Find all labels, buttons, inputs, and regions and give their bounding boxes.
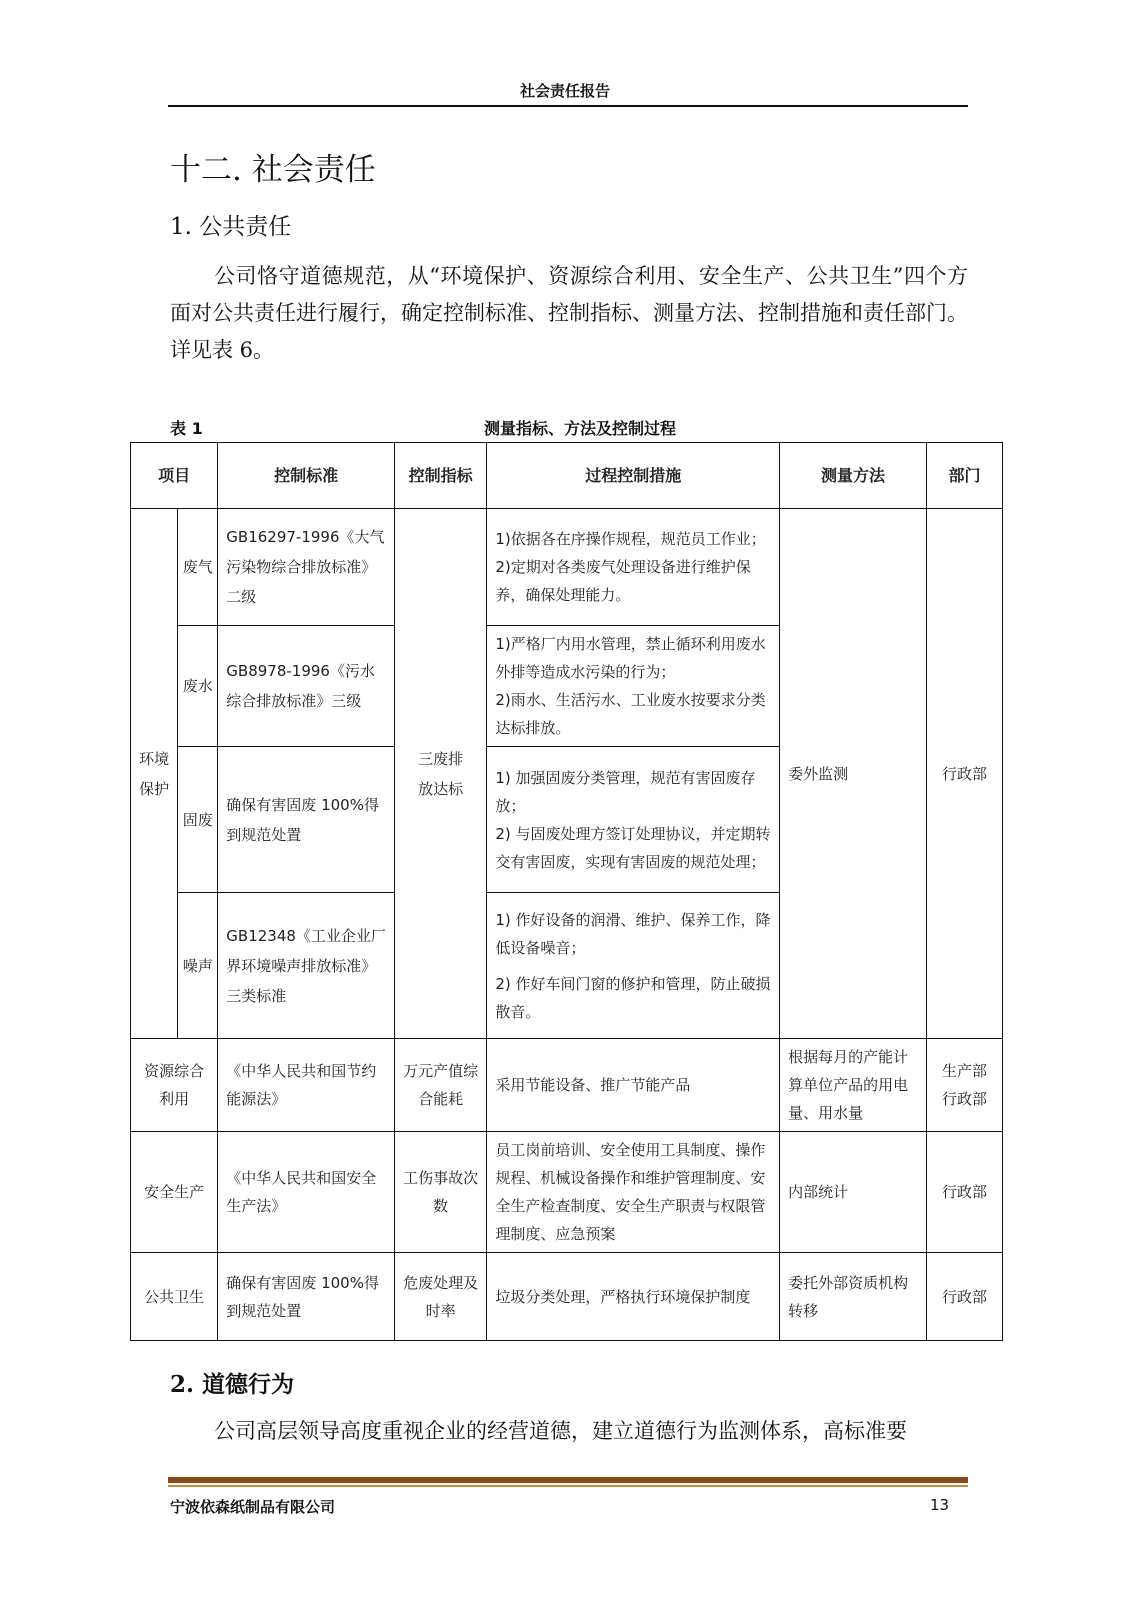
department-cell: 行政部 [926, 1253, 1002, 1341]
footer-company-name: 宁波依森纸制品有限公司 [170, 1498, 336, 1516]
table-header-row [131, 443, 1003, 509]
standard-cell: GB12348《工业企业厂界环境噪声排放标准》三类标准 [218, 893, 395, 1039]
env-category-cell: 环境保护 [131, 509, 178, 1039]
standard-cell: 《中华人民共和国安全生产法》 [218, 1132, 395, 1253]
standard-cell: 确保有害固废 100%得到规范处置 [218, 1253, 395, 1341]
method-cell: 根据每月的产能计算单位产品的用电量、用水量 [780, 1039, 927, 1132]
table-row [131, 1132, 1003, 1253]
table-row [131, 1253, 1003, 1341]
env-method-cell: 委外监测 [780, 509, 927, 1039]
measure-line: 1)严格厂内用水管理，禁止循环利用废水外排等造成水污染的行为； [495, 635, 766, 681]
department-cell: 行政部 [926, 1132, 1002, 1253]
indicator-cell: 万元产值综合能耗 [394, 1039, 486, 1132]
header-cell-department: 部门 [926, 443, 1002, 509]
header-cell-method: 测量方法 [780, 443, 927, 509]
table-row [131, 1039, 1003, 1132]
item-cell: 公共卫生 [131, 1253, 218, 1341]
measure-line: 1)依据各在序操作规程，规范员工作业； [495, 530, 766, 548]
item-cell: 资源综合利用 [131, 1039, 218, 1132]
measures-cell: 垃圾分类处理，严格执行环境保护制度 [487, 1253, 780, 1341]
measure-line: 2)定期对各类废气处理设备进行维护保养，确保处理能力。 [495, 558, 751, 604]
measure-line: 1) 加强固废分类管理，规范有害固废存放； [495, 768, 756, 815]
measures-cell [487, 893, 780, 1039]
standard-cell: 确保有害固废 100%得到规范处置 [218, 747, 395, 893]
indicator-cell: 工伤事故次数 [394, 1132, 486, 1253]
standard-cell: 《中华人民共和国节约能源法》 [218, 1039, 395, 1132]
method-cell: 内部统计 [780, 1132, 927, 1253]
measures-cell: 采用节能设备、推广节能产品 [487, 1039, 780, 1132]
measure-line: 2) 与固废处理方签订处理协议，并定期转交有害固废，实现有害固废的规范处理； [495, 824, 771, 871]
header-cell-measures: 过程控制措施 [487, 443, 780, 509]
header-rule [168, 105, 968, 107]
report-header-title: 社会责任报告 [519, 82, 610, 100]
measures-cell [487, 509, 780, 626]
measures-cell [487, 626, 780, 747]
method-cell: 委托外部资质机构转移 [780, 1253, 927, 1341]
footer-rule-thick [168, 1477, 968, 1483]
measures-cell [487, 747, 780, 893]
indicator-cell: 危废处理及时率 [394, 1253, 486, 1341]
standard-cell: GB16297-1996《大气污染物综合排放标准》二级 [218, 509, 395, 626]
env-subcategory-cell: 噪声 [178, 893, 218, 1039]
subsection-heading-public-responsibility: 1. 公共责任 [170, 214, 292, 240]
paragraph-ethics: 公司高层领导高度重视企业的经营道德，建立道德行为监测体系，高标准要 [214, 1419, 907, 1443]
footer-rule-thin [168, 1485, 968, 1487]
department-cell: 生产部行政部 [926, 1039, 1002, 1132]
standard-cell: GB8978-1996《污水综合排放标准》三级 [218, 626, 395, 747]
header-cell-standard: 控制标准 [218, 443, 395, 509]
item-cell: 安全生产 [131, 1132, 218, 1253]
header-cell-indicator: 控制指标 [394, 443, 486, 509]
header-cell-item: 项目 [131, 443, 218, 509]
table-caption: 测量指标、方法及控制过程 [483, 419, 676, 438]
subsection-heading-ethics: 2. 道德行为 [170, 1371, 295, 1398]
section-heading: 十二. 社会责任 [170, 152, 376, 188]
measures-cell: 员工岗前培训、安全使用工具制度、操作规程、机械设备操作和维护管理制度、安全生产检查制度、安全生产职责与权限管理制度、应急预案 [487, 1132, 780, 1253]
measure-line: 2)雨水、生活污水、工业废水按要求分类达标排放。 [495, 691, 766, 737]
env-subcategory-cell: 废气 [178, 509, 218, 626]
table-number: 表 1 [170, 419, 203, 438]
env-department-cell: 行政部 [926, 509, 1002, 1039]
measure-line: 1) 作好设备的润滑、维护、保养工作，降低设备噪音； [495, 910, 771, 957]
env-indicator-cell: 三废排放达标 [394, 509, 486, 1039]
responsibility-table [130, 442, 1003, 1341]
measure-line: 2) 作好车间门窗的修护和管理，防止破损散音。 [495, 974, 771, 1021]
paragraph-public-responsibility: 公司恪守道德规范，从“环境保护、资源综合利用、安全生产、公共卫生”四个方面对公共责任进行履行，确定控制标准、控制指标、测量方法、控制措施和责任部门。详见表 6。 [170, 264, 968, 362]
table-row [131, 509, 1003, 626]
env-subcategory-cell: 固废 [178, 747, 218, 893]
env-subcategory-cell: 废水 [178, 626, 218, 747]
page-number: 13 [930, 1496, 950, 1514]
